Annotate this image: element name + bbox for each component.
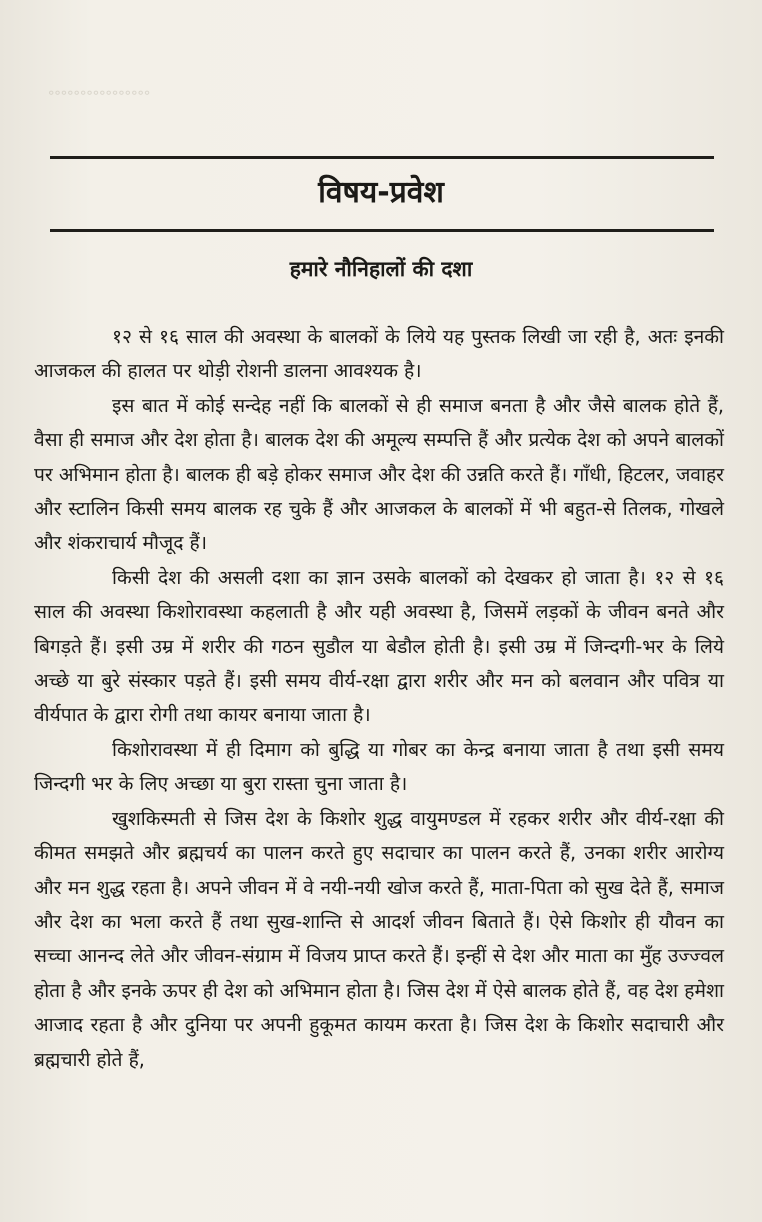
paragraph-4: किशोरावस्था में ही दिमाग को बुद्धि या गोबर का केन्द्र बनाया जाता है तथा इसी समय जिन्दगी भर के लिए अच्छा या बुरा रास्ता चुना जाता है। <box>34 737 724 796</box>
paragraph-1: १२ से १६ साल की अवस्था के बालकों के लिये यह पुस्तक लिखी जा रही है, अतः इनकी आजकल की हालत पर थोड़ी रोशनी डालना आवश्यक है। <box>34 325 724 383</box>
bleed-through-shadow: ॰॰॰॰॰॰॰॰॰॰॰॰॰॰॰॰ <box>48 85 151 103</box>
section-title: हमारे नौनिहालों की दशा <box>289 257 473 281</box>
bottom-rule <box>50 229 714 232</box>
top-rule <box>50 156 714 159</box>
chapter-title: विषय-प्रवेश <box>318 175 444 210</box>
body-text <box>34 320 724 1077</box>
paragraph-3: किसी देश की असली दशा का ज्ञान उसके बालकों को देखकर हो जाता है। १२ से १६ साल की अवस्था किशोरावस्था कहलाती है और यही अवस्था है, जिसमें लड़कों के जीवन बनते और बिगड़ते हैं। इसी उम्र में शरीर की गठन सुडौल या बेडौल होती है। इसी उम्र में जिन्दगी-भर के लिये अच्छे या बुरे संस्कार पड़ते हैं। इसी समय वीर्य-रक्षा द्वारा शरीर और मन को बलवान और पवित्र या वीर्यपात के द्वारा रोगी तथा कायर बनाया जाता है। <box>34 565 724 727</box>
paragraph-2: इस बात में कोई सन्देह नहीं कि बालकों से ही समाज बनता है और जैसे बालक होते हैं, वैसा ही समाज और देश होता है। बालक देश की अमूल्य सम्पत्ति हैं और प्रत्येक देश को अपने बालकों पर अभिमान होता है। बालक ही बड़े होकर समाज और देश की उन्नति करते हैं। गाँधी, हिटलर, जवाहर और स्टालिन किसी समय बालक रह चुके हैं और आजकल के बालकों में भी बहुत-से तिलक, गोखले और शंकराचार्य मौजूद हैं। <box>34 393 724 555</box>
paragraph-5: खुशकिस्मती से जिस देश के किशोर शुद्ध वायुमण्डल में रहकर शरीर और वीर्य-रक्षा की कीमत समझते और ब्रह्मचर्य का पालन करते हुए सदाचार का पालन करते हैं, उनका शरीर आरोग्य और मन शुद्ध रहता है। अपने जीवन में वे नयी-नयी खोज करते हैं, माता-पिता को सुख देते हैं, समाज और देश का भला करते हैं तथा सुख-शान्ति से आदर्श जीवन बिताते हैं। ऐसे किशोर ही यौवन का सच्चा आनन्द लेते और जीवन-संग्राम में विजय प्राप्त करते हैं। इन्हीं से देश और माता का मुँह उज्ज्वल होता है और इनके ऊपर ही देश को अभिमान होता है। जिस देश में ऐसे बालक होते हैं, वह देश हमेशा आजाद रहता है और दुनिया पर अपनी हुकूमत कायम करता है। जिस देश के किशोर सदाचारी और ब्रह्मचारी होते हैं, <box>34 806 724 1071</box>
